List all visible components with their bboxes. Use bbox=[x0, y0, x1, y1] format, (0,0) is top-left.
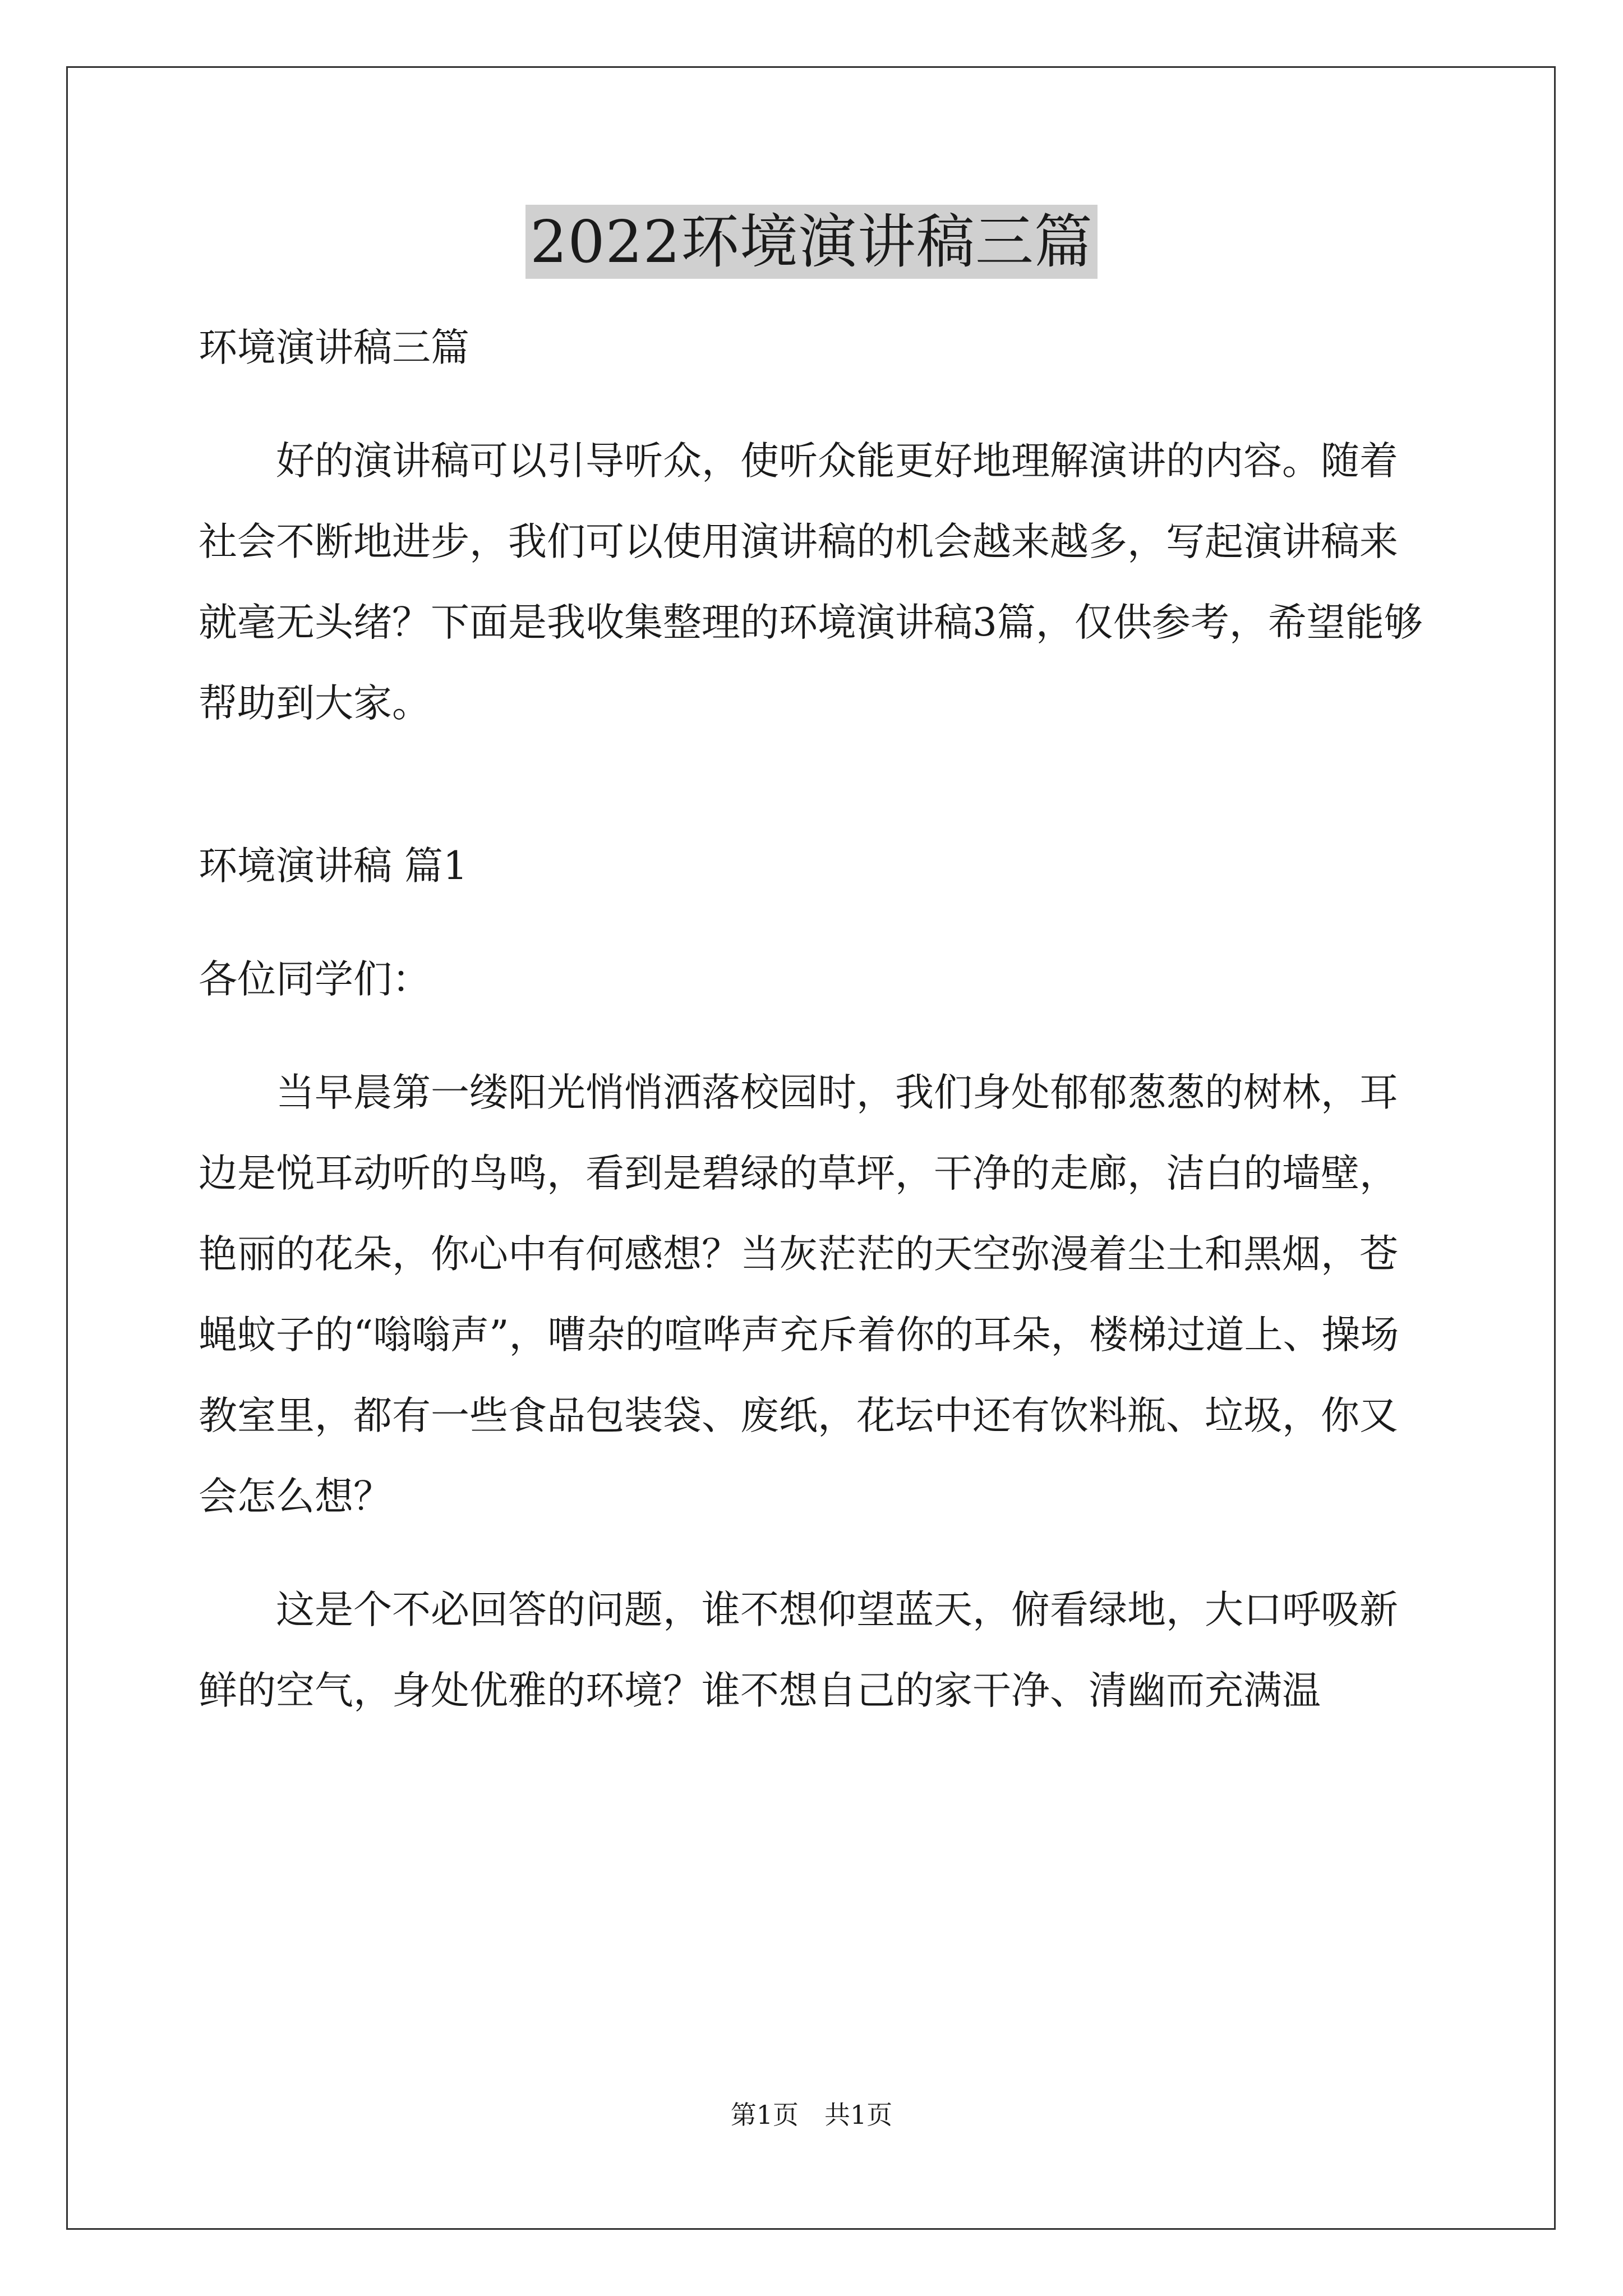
salutation: 各位同学们： bbox=[199, 957, 431, 1002]
document-body bbox=[199, 307, 1432, 1731]
page-footer: 第1页 共1页 bbox=[730, 2100, 893, 2130]
body-paragraph-1: 当早晨第一缕阳光悄悄洒落校园时，我们身处郁郁葱葱的树林，耳边是悦耳动听的鸟鸣，看到是碧绿的草坪，干净的走廊，洁白的墙壁，艳丽的花朵，你心中有何感想？当灰茫茫的天空弥漫着尘土和黑烟，苍蝇蚊子的“嗡嗡声”，嘈杂的喧哗声充斥着你的耳朵，楼梯过道上、操场教室里，都有一些食品包装袋、废纸，花坛中还有饮料瓶、垃圾，你又会怎么想？ bbox=[199, 1070, 1399, 1519]
subtitle: 环境演讲稿三篇 bbox=[199, 325, 469, 370]
body-paragraph-2: 这是个不必回答的问题，谁不想仰望蓝天，俯看绿地，大口呼吸新鲜的空气，身处优雅的环境？谁不想自己的家干净、清幽而充满温 bbox=[199, 1588, 1398, 1713]
title-container bbox=[0, 205, 1623, 279]
document-title: 2022环境演讲稿三篇 bbox=[525, 205, 1098, 279]
section-heading: 环境演讲稿 篇1 bbox=[199, 844, 468, 889]
intro-paragraph: 好的演讲稿可以引导听众，使听众能更好地理解演讲的内容。随着社会不断地进步，我们可以使用演讲稿的机会越来越多，写起演讲稿来就毫无头绪？下面是我收集整理的环境演讲稿3篇，仅供参考，希望能够帮助到大家。 bbox=[199, 439, 1423, 726]
